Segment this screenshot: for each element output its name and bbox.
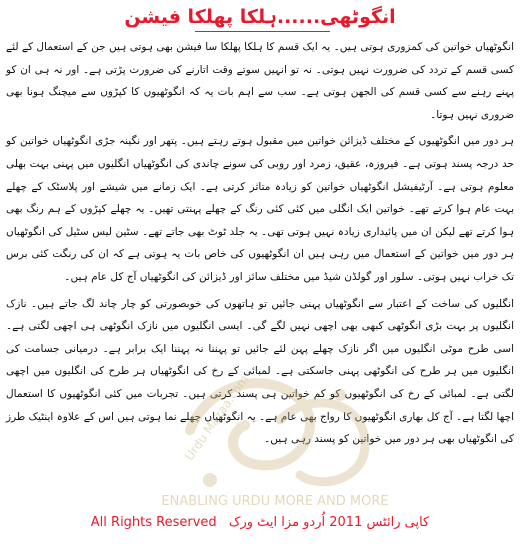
watermark-tagline: ENABLING URDU MORE AND MORE (161, 494, 389, 509)
article-title: انگوٹھی......ہلکا پھلکا فیشن (124, 6, 396, 28)
paragraph-intro: انگوٹھیاں خواتین کی کمزوری ہوتی ہیں۔ یہ ایک قسم کا ہلکا پھلکا سا فیشن بھی ہوتی ہیں جن کے استعمال کے لئے کسی قسم کے تردد کی ضرورت نہیں ہوتی۔ نہ تو انہیں سوتے وقت اتارنے کی ضرورت پڑتی ہے۔ اور نہ ہی ان کو پہنے رہنے سے کسی قسم کی الجھن ہوتی ہے۔ سب سے اہم بات یہ کہ انگوٹھیوں کا کپڑوں سے میچنگ ہونا بھی ضروری نہیں ہوتا۔ (6, 41, 514, 121)
article-body (6, 36, 514, 451)
paragraph-finger-shape: انگلیوں کی ساخت کے اعتبار سے انگوٹھیاں پہنی جائیں تو ہاتھوں کی خوبصورتی کو چار چاند لگ جاتے ہیں۔ نازک انگلیوں پر بہت بڑی انگوٹھی کبھی بھی اچھی نہیں لگے گی۔ ایسی انگلیوں میں نازک انگوٹھی ہی اچھی لگتی ہے۔ اسی طرح موٹی انگلیوں میں اگر نازک چھلے پہن لئے جائیں تو پہننا نہ پہننا ایک برابر ہے۔ درمیانی جسامت کی انگلیوں میں ہر طرح کی انگوٹھی پہنی جاسکتی ہے۔ لمبائی کے رخ کی انگوٹھیاں ہر طرح کی انگلیوں میں اچھی لگتی ہے۔ لمبائی کے رخ کی انگوٹھیوں کو کم خواتین ہی پسند کرتی ہیں۔ تجربات میں کئی انگوٹھیوں کا استعمال اچھا لگتا ہے۔ آج کل بھاری انگوٹھیوں کا رواج بھی عام ہے۔ یہ انگوٹھیاں چھلے نما ہوتی ہیں اس کے علاوہ اینٹیک طرز کی انگوٹھیاں بھی ہر دور میں خواتین کو پسند رہی ہیں۔ (6, 297, 514, 446)
paragraph-designs: ہر دور میں انگوٹھیوں کے مختلف ڈیزائن خواتین میں مقبول ہوتے رہتے ہیں۔ پتھر اور نگینہ جڑی انگوٹھیاں خواتین کو حد درجہ پسند ہوتی ہے۔ فیروزہ، عقیق، زمرد اور روبی کی سونے چاندی کی انگوٹھیاں انگلیوں میں پہنی بہت بھلی معلوم ہوتی ہے۔ آرٹیفیشل انگوٹھیاں خواتین کو زیادہ متاثر کرتی ہے۔ ایک زمانے میں شیشے اور پلاسٹک کے چھلے بہت عام ہوا کرتے تھے۔ خواتین ایک انگلی میں کئی کئی رنگ کے چھلے پہنتی تھیں۔ یہ چھلے کپڑوں کے ہم رنگ بھی ہوا کرتے تھے لیکن ان میں پائیداری زیادہ نہیں ہوتی تھی۔ یہ جلد ٹوٹ بھی جاتے تھے۔ سٹین لیس سٹیل کی انگوٹھیاں ہر دور میں خواتین کے استعمال میں رہی ہیں ان انگوٹھیوں کی خاص بات یہ ہوتی ہے کہ ان کی رنگت کئی برس تک خراب نہیں ہوتی۔ سلور اور گولڈن شیڈ میں مختلف سائز اور ڈیزائن کی انگوٹھیاں آج کل عام ہیں۔ (6, 135, 514, 283)
title-underline (195, 31, 330, 32)
watermark-site: Urdu Mazaa.com (182, 372, 252, 463)
page-footer (0, 513, 520, 533)
footer-rights: All Rights Reserved (90, 515, 217, 530)
footer-copyright: کاپی رائٹس 2011 اُردو مزا ایٹ ورک (228, 515, 430, 530)
